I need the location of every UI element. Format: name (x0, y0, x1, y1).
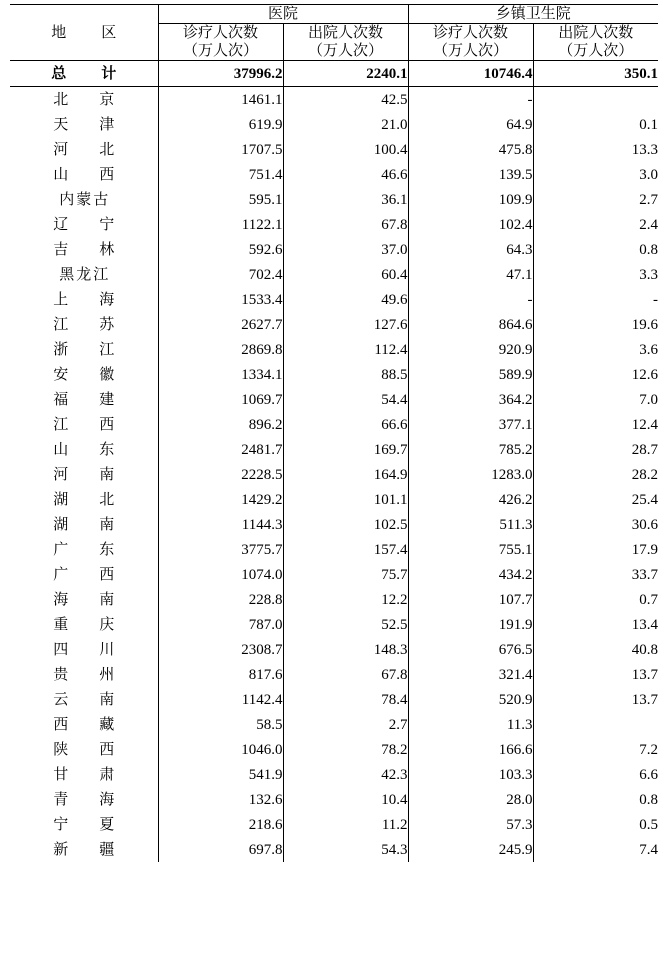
row-value-cell: 12.6 (631, 366, 659, 383)
row-value-cell: - (408, 287, 533, 312)
row-value-cell: 42.3 (283, 762, 408, 787)
row-value-cell: 2308.7 (158, 637, 283, 662)
row-value-cell: 7.4 (639, 841, 659, 858)
row-value-cell: 350.1 (533, 61, 658, 87)
table-row (10, 662, 658, 687)
row-value-cell: 7.0 (639, 391, 659, 408)
row-value-cell: 676.5 (408, 637, 533, 662)
row-value-cell: 592.6 (158, 237, 283, 262)
row-region-label: 山 西 (10, 162, 158, 187)
table-row (10, 812, 658, 837)
row-value-cell: 148.3 (283, 637, 408, 662)
row-region-label: 黑龙江 (10, 262, 158, 287)
row-value-cell: 595.1 (158, 187, 283, 212)
row-value-cell: 60.4 (283, 262, 408, 287)
table-row (10, 762, 658, 787)
row-value-cell: 228.8 (158, 587, 283, 612)
column-header-township-discharges-line1: 出院人次数 (558, 25, 634, 41)
row-region-label: 贵 州 (10, 662, 158, 687)
row-region-label: 吉 林 (10, 237, 158, 262)
table-row (10, 462, 658, 487)
row-value-cell: 109.9 (408, 187, 533, 212)
row-value-cell: 30.6 (631, 516, 659, 533)
row-value-cell: 475.8 (408, 137, 533, 162)
row-value-cell: 2228.5 (158, 462, 283, 487)
row-value-cell: 1142.4 (158, 687, 283, 712)
row-region-label: 河 北 (10, 137, 158, 162)
row-value-cell: 112.4 (283, 337, 408, 362)
row-value-cell: 127.6 (283, 312, 408, 337)
table-row (10, 362, 658, 387)
table-row (10, 137, 658, 162)
row-value-cell: 37996.2 (158, 61, 283, 87)
row-value-cell: 21.0 (283, 112, 408, 137)
row-value-cell: 1334.1 (158, 362, 283, 387)
table-row (10, 712, 658, 737)
row-value-cell: 896.2 (158, 412, 283, 437)
row-region-label: 江 西 (10, 412, 158, 437)
row-region-label: 辽 宁 (10, 212, 158, 237)
row-value-cell: 57.3 (408, 812, 533, 837)
row-value-cell: 3775.7 (158, 537, 283, 562)
row-region-label: 重 庆 (10, 612, 158, 637)
row-value-cell: 0.8 (639, 791, 659, 808)
table-row (10, 337, 658, 362)
row-value-cell: 218.6 (158, 812, 283, 837)
row-value-cell: 920.9 (408, 337, 533, 362)
row-region-label: 宁 夏 (10, 812, 158, 837)
statistics-table (10, 4, 658, 862)
row-value-cell: 58.5 (158, 712, 283, 737)
row-value-cell: 13.4 (631, 616, 659, 633)
row-value-cell: 49.6 (283, 287, 408, 312)
row-region-label: 云 南 (10, 687, 158, 712)
row-value-cell: 12.4 (631, 416, 659, 433)
row-value-cell: 3.3 (639, 266, 659, 283)
table-row (10, 287, 658, 312)
row-value-cell: 46.6 (283, 162, 408, 187)
row-region-label: 湖 南 (10, 512, 158, 537)
row-region-label: 总 计 (10, 61, 158, 87)
row-region-label: 山 东 (10, 437, 158, 462)
row-region-label: 甘 肃 (10, 762, 158, 787)
row-value-cell: 520.9 (408, 687, 533, 712)
row-region-label: 湖 北 (10, 487, 158, 512)
row-value-cell: 321.4 (408, 662, 533, 687)
table-row (10, 437, 658, 462)
row-value-cell: 101.1 (283, 487, 408, 512)
row-value-cell: 1429.2 (158, 487, 283, 512)
row-value-cell: 169.7 (283, 437, 408, 462)
table-row (10, 637, 658, 662)
table-row (10, 61, 658, 87)
row-value-cell: 102.5 (283, 512, 408, 537)
row-region-label: 安 徽 (10, 362, 158, 387)
row-value-cell (533, 712, 658, 737)
row-value-cell: 13.7 (631, 666, 659, 683)
table-row (10, 787, 658, 812)
row-value-cell: 619.9 (158, 112, 283, 137)
row-value-cell: 102.4 (408, 212, 533, 237)
header-row-groups (10, 5, 658, 24)
row-region-label: 福 建 (10, 387, 158, 412)
table-row (10, 562, 658, 587)
row-value-cell: 702.4 (158, 262, 283, 287)
table-row (10, 262, 658, 287)
row-value-cell: 10746.4 (408, 61, 533, 87)
row-value-cell: 64.9 (408, 112, 533, 137)
table-row (10, 187, 658, 212)
row-region-label: 天 津 (10, 112, 158, 137)
row-value-cell: 10.4 (283, 787, 408, 812)
row-value-cell: 1461.1 (158, 87, 283, 113)
column-header-township-discharges-unit: （万人次） (533, 42, 658, 61)
row-value-cell: 54.3 (283, 837, 408, 862)
row-region-label: 广 西 (10, 562, 158, 587)
row-value-cell: 0.7 (639, 591, 659, 608)
row-value-cell: 67.8 (283, 212, 408, 237)
row-value-cell: 0.5 (639, 816, 659, 833)
row-value-cell: 434.2 (408, 562, 533, 587)
row-value-cell: 107.7 (408, 587, 533, 612)
row-value-cell: 47.1 (408, 262, 533, 287)
row-value-cell: 28.2 (631, 466, 659, 483)
row-value-cell: 54.4 (283, 387, 408, 412)
row-value-cell: 245.9 (408, 837, 533, 862)
table-row (10, 687, 658, 712)
row-value-cell: 589.9 (408, 362, 533, 387)
column-header-hospital-discharges-line1: 出院人次数 (283, 24, 408, 43)
row-value-cell: 0.1 (639, 116, 659, 133)
row-value-cell: 2240.1 (283, 61, 408, 87)
row-region-label: 新 疆 (10, 837, 158, 862)
row-value-cell: 2.4 (639, 216, 659, 233)
row-value-cell: 75.7 (283, 562, 408, 587)
row-value-cell: 28.0 (408, 787, 533, 812)
row-value-cell: 3.0 (639, 166, 659, 183)
table-row (10, 737, 658, 762)
column-header-hospital-visits-line1: 诊疗人次数 (158, 24, 283, 43)
row-value-cell: 2627.7 (158, 312, 283, 337)
row-value-cell: 88.5 (283, 362, 408, 387)
table-row (10, 237, 658, 262)
row-value-cell: 40.8 (631, 641, 659, 658)
row-value-cell: 42.5 (283, 87, 408, 113)
row-value-cell: 1122.1 (158, 212, 283, 237)
table-row (10, 312, 658, 337)
row-region-label: 四 川 (10, 637, 158, 662)
row-region-label: 河 南 (10, 462, 158, 487)
table-row (10, 612, 658, 637)
row-value-cell: 13.3 (631, 141, 659, 158)
row-value-cell: 787.0 (158, 612, 283, 637)
row-value-cell: 0.8 (639, 241, 659, 258)
table-row (10, 537, 658, 562)
table-header (10, 5, 658, 61)
column-header-region: 地 区 (10, 5, 158, 61)
row-value-cell: 66.6 (283, 412, 408, 437)
row-value-cell: 166.6 (408, 737, 533, 762)
row-value-cell: 426.2 (408, 487, 533, 512)
row-region-label: 青 海 (10, 787, 158, 812)
row-value-cell: 164.9 (283, 462, 408, 487)
row-region-label: 上 海 (10, 287, 158, 312)
row-value-cell: 67.8 (283, 662, 408, 687)
row-region-label: 陕 西 (10, 737, 158, 762)
row-value-cell: 11.2 (283, 812, 408, 837)
row-value-cell: 2.7 (283, 712, 408, 737)
table-row (10, 512, 658, 537)
row-value-cell: 36.1 (283, 187, 408, 212)
table-row (10, 212, 658, 237)
row-value-cell: 1144.3 (158, 512, 283, 537)
row-value-cell: 541.9 (158, 762, 283, 787)
column-header-hospital-visits-unit: （万人次） (158, 42, 283, 61)
row-value-cell: 37.0 (283, 237, 408, 262)
row-value-cell: 132.6 (158, 787, 283, 812)
row-value-cell: 12.2 (283, 587, 408, 612)
row-value-cell (533, 87, 658, 113)
row-value-cell: 25.4 (631, 491, 659, 508)
column-header-township-visits-unit: （万人次） (408, 42, 533, 61)
row-value-cell: 817.6 (158, 662, 283, 687)
row-value-cell: 78.2 (283, 737, 408, 762)
table-row (10, 387, 658, 412)
row-value-cell: 33.7 (631, 566, 659, 583)
table-row (10, 87, 658, 113)
row-region-label: 江 苏 (10, 312, 158, 337)
row-value-cell: 6.6 (639, 766, 659, 783)
table-row (10, 112, 658, 137)
row-value-cell: 157.4 (283, 537, 408, 562)
row-region-label: 海 南 (10, 587, 158, 612)
row-value-cell: 511.3 (408, 512, 533, 537)
table-row (10, 487, 658, 512)
column-group-hospital: 医院 (158, 5, 408, 24)
row-value-cell: 28.7 (631, 441, 659, 458)
row-value-cell: 864.6 (408, 312, 533, 337)
row-region-label: 西 藏 (10, 712, 158, 737)
table-body (10, 61, 658, 863)
column-group-township-health-center: 乡镇卫生院 (408, 5, 658, 24)
row-value-cell: 377.1 (408, 412, 533, 437)
row-value-cell: 751.4 (158, 162, 283, 187)
row-value-cell: 785.2 (408, 437, 533, 462)
row-value-cell: 1046.0 (158, 737, 283, 762)
row-value-cell: 1707.5 (158, 137, 283, 162)
row-value-cell: - (408, 87, 533, 113)
row-region-label: 内蒙古 (10, 187, 158, 212)
row-value-cell: 364.2 (408, 387, 533, 412)
row-value-cell: 191.9 (408, 612, 533, 637)
row-value-cell: 19.6 (631, 316, 659, 333)
row-value-cell: 1069.7 (158, 387, 283, 412)
row-region-label: 浙 江 (10, 337, 158, 362)
row-value-cell: 1074.0 (158, 562, 283, 587)
row-value-cell: 64.3 (408, 237, 533, 262)
table-row (10, 412, 658, 437)
row-value-cell: 2.7 (639, 191, 659, 208)
row-value-cell: 52.5 (283, 612, 408, 637)
table-row (10, 162, 658, 187)
row-value-cell: 2869.8 (158, 337, 283, 362)
row-value-cell: 2481.7 (158, 437, 283, 462)
row-value-cell: 755.1 (408, 537, 533, 562)
column-header-hospital-discharges-unit: （万人次） (283, 42, 408, 61)
row-region-label: 广 东 (10, 537, 158, 562)
row-value-cell: 7.2 (639, 741, 659, 758)
row-value-cell: 697.8 (158, 837, 283, 862)
row-value-cell: 78.4 (283, 687, 408, 712)
row-value-cell: - (653, 291, 659, 308)
row-value-cell: 103.3 (408, 762, 533, 787)
column-header-township-visits-line1: 诊疗人次数 (408, 24, 533, 43)
table-row (10, 587, 658, 612)
row-region-label: 北 京 (10, 87, 158, 113)
row-value-cell: 100.4 (283, 137, 408, 162)
row-value-cell: 11.3 (408, 712, 533, 737)
row-value-cell: 3.6 (639, 341, 659, 358)
row-value-cell: 17.9 (631, 541, 659, 558)
row-value-cell: 13.7 (631, 691, 659, 708)
row-value-cell: 1283.0 (408, 462, 533, 487)
row-value-cell: 139.5 (408, 162, 533, 187)
row-value-cell: 1533.4 (158, 287, 283, 312)
table-row (10, 837, 658, 862)
